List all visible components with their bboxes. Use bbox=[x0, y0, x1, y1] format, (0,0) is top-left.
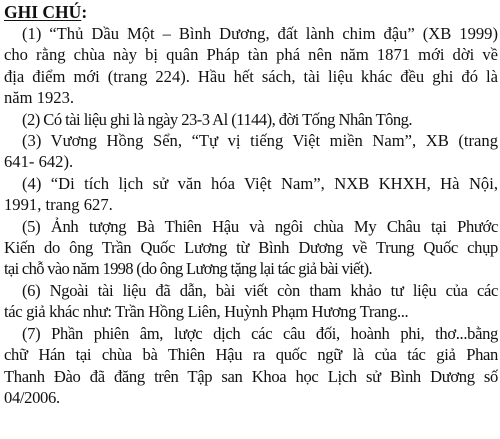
footnote-7-line-1: (7) Phần phiên âm, lược dịch các câu đối, hoành phi, thơ...bằng bbox=[22, 323, 498, 343]
footnote-5 bbox=[4, 216, 498, 280]
notes-page bbox=[4, 1, 498, 408]
footnote-2 bbox=[4, 109, 498, 130]
footnote-1-line-3: địa điểm mới (trang 224). Hầu hết sách, tài liệu khác đều ghi đó là bbox=[4, 66, 498, 86]
footnote-1-line-1: (1) “Thủ Dầu Một – Bình Dương, đất lành chim đậu” (XB 1999) bbox=[22, 24, 498, 43]
footnote-6 bbox=[4, 280, 498, 323]
footnote-7-line-2: chữ Hán tại chùa bà Thiên Hậu ra quốc ngữ là của tác giả Phan bbox=[4, 345, 498, 365]
footnote-3-line-2: 641- 642). bbox=[4, 152, 74, 172]
footnote-5-line-3: tại chỗ vào năm 1998 (do ông Lương tặng lại tác giả bài viết). bbox=[4, 259, 372, 279]
footnote-1-line-4: năm 1923. bbox=[4, 88, 75, 108]
footnote-6-line-1: (6) Ngoài tài liệu đã dẫn, bài viết còn tham khảo tư liệu của các bbox=[22, 280, 498, 300]
footnote-5-line-2: Kiến do ông Trần Quốc Lương từ Bình Dương về Trung Quốc chụp bbox=[4, 238, 498, 258]
footnote-7-line-3: Thanh Đào đã đăng trên Tập san Khoa học Lịch sử Bình Dương số bbox=[4, 366, 498, 386]
footnote-7 bbox=[4, 323, 498, 409]
footnote-1 bbox=[4, 23, 498, 109]
notes-heading-colon: : bbox=[81, 2, 88, 22]
footnote-3 bbox=[4, 130, 498, 173]
footnote-4 bbox=[4, 173, 498, 216]
notes-heading bbox=[4, 1, 498, 23]
footnote-3-line-1: (3) Vương Hồng Sển, “Tự vị tiếng Việt miền Nam”, XB (trang bbox=[22, 131, 498, 151]
footnote-1-line-2: cho rằng chùa này bị quân Pháp tàn phá nên năm 1871 mới dời về bbox=[4, 45, 498, 65]
footnote-4-line-1: (4) “Di tích lịch sử văn hóa Việt Nam”, NXB KHXH, Hà Nội, bbox=[22, 173, 498, 193]
footnote-6-line-2: tác giả khác như: Trần Hồng Liên, Huỳnh Phạm Hương Trang... bbox=[4, 302, 409, 322]
footnote-5-line-1: (5) Ảnh tượng Bà Thiên Hậu và ngôi chùa My Châu tại Phước bbox=[22, 216, 498, 236]
footnote-7-line-4: 04/2006. bbox=[4, 387, 60, 407]
notes-heading-title: GHI CHÚ bbox=[4, 2, 82, 22]
footnote-2-line-1: (2) Có tài liệu ghi là ngày 23-3 Al (1144), đời Tống Nhân Tông. bbox=[22, 109, 412, 129]
footnote-4-line-2: 1991, trang 627. bbox=[4, 195, 113, 215]
